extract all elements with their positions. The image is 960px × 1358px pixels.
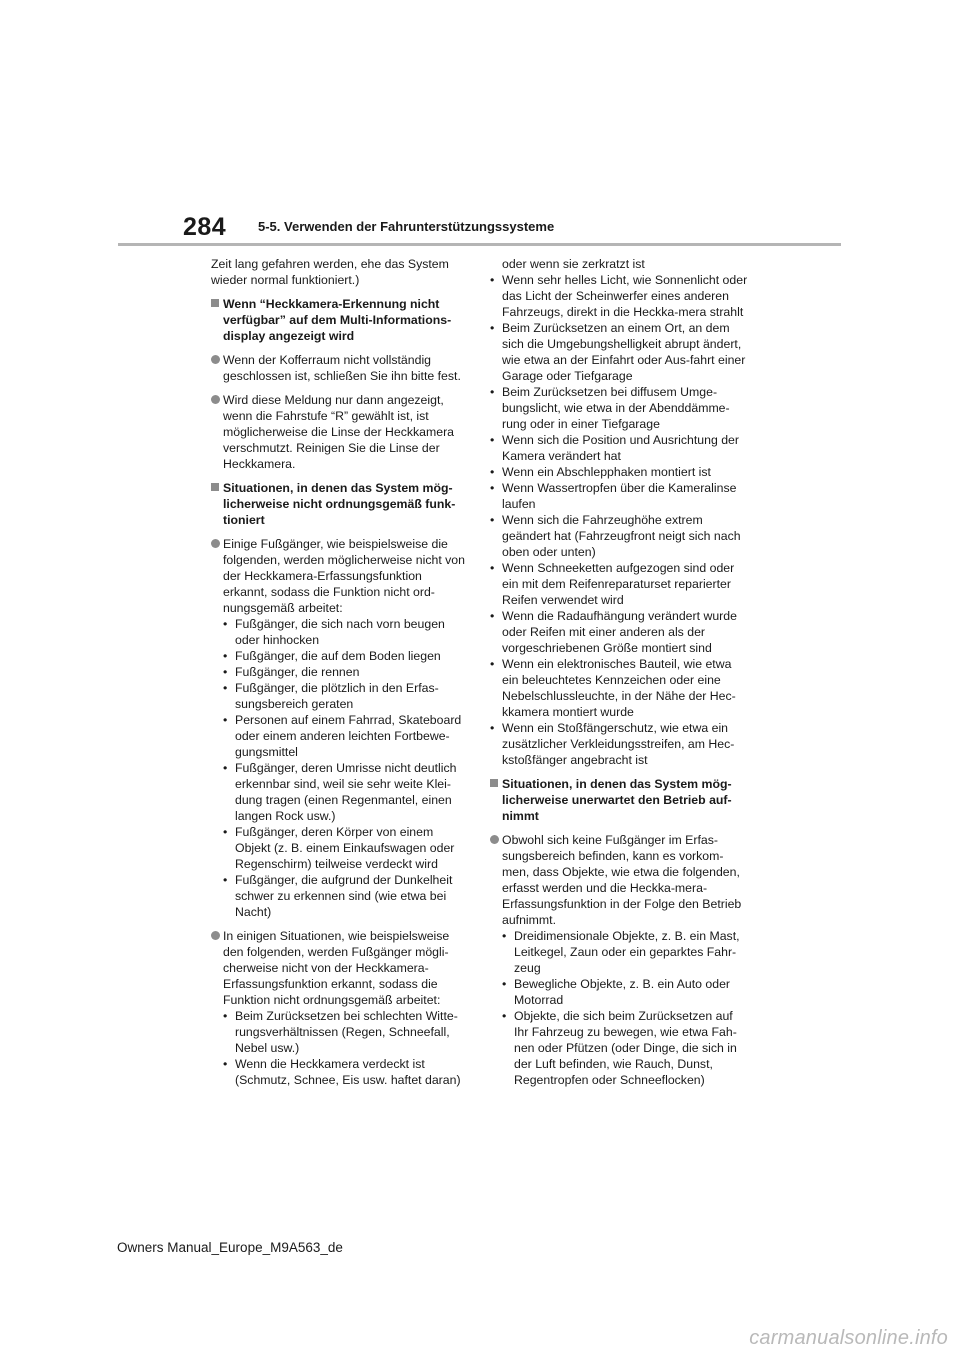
object-list	[502, 928, 748, 1088]
item-text: Einige Fußgänger, wie beispielsweise die folgenden, werden möglicherweise nicht von der Heckkamera-Erfassungsfunktion erkannt, sodass die Funktion nicht ord-nungsgemäß arbeitet:	[223, 537, 465, 615]
document-footer: Owners Manual_Europe_M9A563_de	[117, 1240, 343, 1255]
bullet-mark: •	[490, 385, 495, 399]
bullet-mark: •	[490, 609, 495, 623]
bullet-mark: •	[223, 761, 228, 775]
header-divider	[118, 243, 841, 246]
list-item: • Wenn die Heckkamera verdeckt ist (Schmutz, Schnee, Eis usw. haftet daran)	[223, 1057, 461, 1087]
square-bullet-icon	[490, 779, 498, 787]
list-item: • Beim Zurücksetzen bei diffusem Umge-bungslicht, wie etwa in der Abenddämme-rung oder in einer Tiefgarage	[490, 385, 730, 431]
section-title: 5-5. Verwenden der Fahrunterstützungssysteme	[258, 219, 555, 234]
item-text: In einigen Situationen, wie beispielsweise den folgenden, werden Fußgänger mögli-cherweise nicht von der Heckkamera-Erfassungsfunktion erkannt, sodass die Funktion nicht ordnungsgemäß arbeitet:	[223, 929, 450, 1007]
list-item: • Fußgänger, deren Körper von einem Objekt (z. B. einem Einkaufswagen oder Regenschirm) teilweise verdeckt wird	[223, 825, 455, 871]
list-item: • Wenn ein Stoßfängerschutz, wie etwa ein zusätzlicher Verkleidungsstreifen, am Hec-kstoßfänger angebracht ist	[490, 721, 735, 767]
situation-list	[223, 1008, 469, 1088]
circle-item	[211, 536, 469, 920]
circle-bullet-icon	[211, 539, 220, 548]
bullet-mark: •	[490, 273, 495, 287]
bullet-mark: •	[223, 825, 228, 839]
list-item: • Objekte, die sich beim Zurücksetzen auf Ihr Fahrzeug zu bewegen, wie etwa Fah-nen oder Pfützen (oder Dinge, die sich in der Luft befinden, wie Rauch, Dunst, Regentropfen oder Schneeflocken)	[502, 1009, 737, 1087]
list-item: • Fußgänger, die rennen	[223, 665, 360, 679]
bullet-mark: •	[502, 977, 507, 991]
continued-paragraph: Zeit lang gefahren werden, ehe das System wieder normal funktioniert.)	[211, 257, 449, 287]
list-item: • Wenn Wassertropfen über die Kameralinse laufen	[490, 481, 737, 511]
list-item: • Wenn sich die Fahrzeughöhe extrem geändert hat (Fahrzeugfront neigt sich nach oben oder unten)	[490, 513, 741, 559]
item-text: Wenn der Kofferraum nicht vollständig geschlossen ist, schließen Sie ihn bitte fest.	[223, 353, 461, 383]
left-column	[211, 256, 469, 1096]
circle-item	[211, 352, 469, 384]
heading-malfunction-situations	[211, 480, 469, 528]
list-item: • Beim Zurücksetzen an einem Ort, an dem sich die Umgebungshelligkeit abrupt ändert, wie etwa an der Einfahrt oder Aus-fahrt einer Garage oder Tiefgarage	[490, 321, 746, 383]
list-item: • Wenn die Radaufhängung verändert wurde oder Reifen mit einer anderen als der vorgeschriebenen Größe montiert sind	[490, 609, 737, 655]
bullet-mark: •	[490, 321, 495, 335]
list-item: oder wenn sie zerkratzt ist	[502, 257, 645, 271]
bullet-mark: •	[490, 433, 495, 447]
bullet-mark: •	[223, 873, 228, 887]
list-item: • Wenn sehr helles Licht, wie Sonnenlicht oder das Licht der Scheinwerfer eines anderen Fahrzeugs, direkt in die Heckka-mera strahlt	[490, 273, 748, 319]
list-item: • Wenn ein Abschlepphaken montiert ist	[490, 465, 711, 479]
list-item: • Fußgänger, die sich nach vorn beugen oder hinhocken	[223, 617, 445, 647]
circle-item	[211, 392, 469, 472]
square-bullet-icon	[211, 299, 219, 307]
bullet-mark: •	[490, 513, 495, 527]
heading-text: Wenn “Heckkamera-Erkennung nicht verfügbar” auf dem Multi-Informations-display angezeigt wird	[223, 297, 452, 343]
right-column	[490, 256, 748, 1096]
list-item: • Personen auf einem Fahrrad, Skateboard oder einem anderen leichten Fortbewe-gungsmittel	[223, 713, 462, 759]
circle-bullet-icon	[211, 395, 220, 404]
situation-list-continued	[490, 256, 748, 768]
circle-item	[490, 832, 748, 1088]
square-bullet-icon	[211, 483, 219, 491]
bullet-mark: •	[223, 617, 228, 631]
item-text: Obwohl sich keine Fußgänger im Erfas-sungsbereich befinden, kann es vorkom-men, dass Objekte, wie etwa die folgenden, erfasst werden und die Heckka-mera-Erfassungsfunktion in der Folge den Betrieb aufnimmt.	[502, 833, 742, 927]
bullet-mark: •	[223, 681, 228, 695]
list-item: • Wenn Schneeketten aufgezogen sind oder ein mit dem Reifenreparaturset reparierter Reifen verwendet wird	[490, 561, 735, 607]
list-item: • Dreidimensionale Objekte, z. B. ein Mast, Leitkegel, Zaun oder ein geparktes Fahr-zeug	[502, 929, 740, 975]
bullet-mark: •	[490, 561, 495, 575]
bullet-mark: •	[223, 713, 228, 727]
heading-camera-unavailable	[211, 296, 469, 344]
bullet-mark: •	[223, 1009, 228, 1023]
bullet-mark: •	[490, 481, 495, 495]
bullet-mark: •	[223, 1057, 228, 1071]
list-item: • Fußgänger, die aufgrund der Dunkelheit schwer zu erkennen sind (wie etwa bei Nacht)	[223, 873, 453, 919]
bullet-mark: •	[490, 657, 495, 671]
watermark: carmanualsonline.info	[749, 1327, 948, 1349]
circle-item	[211, 928, 469, 1088]
circle-bullet-icon	[490, 835, 499, 844]
circle-bullet-icon	[211, 931, 220, 940]
bullet-mark: •	[223, 665, 228, 679]
heading-text: Situationen, in denen das System mög-licherweise unerwartet den Betrieb auf-nimmt	[502, 777, 732, 823]
item-text: Wird diese Meldung nur dann angezeigt, wenn die Fahrstufe “R” gewählt ist, ist möglicherweise die Linse der Heckkamera verschmutzt. Reinigen Sie die Linse der Heckkamera.	[223, 393, 455, 471]
list-item: • Bewegliche Objekte, z. B. ein Auto oder Motorrad	[502, 977, 731, 1007]
bullet-mark: •	[223, 649, 228, 663]
bullet-mark: •	[490, 721, 495, 735]
list-item: • Wenn sich die Position und Ausrichtung der Kamera verändert hat	[490, 433, 739, 463]
bullet-mark: •	[502, 929, 507, 943]
list-item: • Fußgänger, deren Umrisse nicht deutlich erkennbar sind, weil sie sehr weite Klei-dung tragen (einen Regenmantel, einen langen Rock usw.)	[223, 761, 457, 823]
list-item: • Beim Zurücksetzen bei schlechten Witte-rungsverhältnissen (Regen, Schneefall, Nebel usw.)	[223, 1009, 458, 1055]
heading-text: Situationen, in denen das System mög-licherweise nicht ordnungsgemäß funk-tioniert	[223, 481, 456, 527]
list-item: • Wenn ein elektronisches Bauteil, wie etwa ein beleuchtetes Kennzeichen oder eine Nebelschlussleuchte, in der Nähe der Hec-kkamera montiert wurde	[490, 657, 736, 719]
circle-bullet-icon	[211, 355, 220, 364]
list-item: • Fußgänger, die auf dem Boden liegen	[223, 649, 441, 663]
heading-unexpected-operation	[490, 776, 748, 824]
pedestrian-list	[223, 616, 469, 920]
list-item: • Fußgänger, die plötzlich in den Erfas-sungsbereich geraten	[223, 681, 439, 711]
bullet-mark: •	[490, 465, 495, 479]
page-number: 284	[183, 213, 227, 241]
bullet-mark: •	[502, 1009, 507, 1023]
